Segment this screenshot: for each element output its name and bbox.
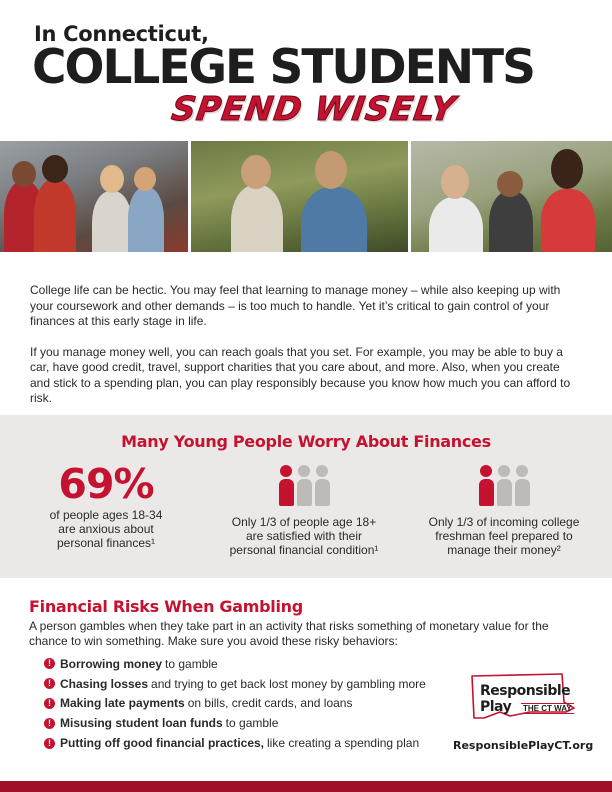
students-walking-photo xyxy=(0,141,188,252)
page-kicker: In Connecticut, xyxy=(34,22,209,46)
stats-heading: Many Young People Worry About Finances xyxy=(121,432,491,451)
exclamation-icon: ! xyxy=(44,658,55,669)
logo-tagline: THE CT WAY xyxy=(523,704,572,713)
person-icon xyxy=(279,465,294,509)
person-icon xyxy=(479,465,494,509)
exclamation-icon: ! xyxy=(44,738,55,749)
intro-text xyxy=(30,283,578,407)
stat-percentage: 69% xyxy=(58,460,154,508)
page-subtitle: SPEND WISELY xyxy=(169,89,459,128)
students-talking-photo xyxy=(191,141,408,252)
stat-anxious xyxy=(36,460,176,550)
page-title: COLLEGE STUDENTS xyxy=(32,40,534,95)
exclamation-icon: ! xyxy=(44,698,55,709)
person-icon xyxy=(297,465,312,509)
stat-prepared xyxy=(420,465,588,557)
list-item: ! Borrowing money to gamble xyxy=(44,654,426,674)
person-icon xyxy=(315,465,330,509)
photo-strip xyxy=(0,141,612,252)
students-laughing-photo xyxy=(411,141,612,252)
responsible-play-logo xyxy=(470,672,580,720)
logo-text: Responsible xyxy=(480,683,571,699)
people-icon-group xyxy=(214,465,394,509)
website-link[interactable]: ResponsiblePlayCT.org xyxy=(453,739,594,752)
exclamation-icon: ! xyxy=(44,678,55,689)
intro-paragraph: College life can be hectic. You may feel that learning to manage money – while also keeping up with your coursework and other demands – is too much to handle. Yet it’s critical to gain control of your finances at this early stage in life. xyxy=(30,283,561,328)
list-item: ! Misusing student loan funds to gamble xyxy=(44,713,426,733)
person-icon xyxy=(497,465,512,509)
list-item: ! Chasing losses and trying to get back lost money by gambling more xyxy=(44,674,426,694)
stat-caption: of people ages 18-34 are anxious about personal finances¹ xyxy=(49,508,163,550)
list-item: ! Making late payments on bills, credit cards, and loans xyxy=(44,694,426,714)
header xyxy=(0,0,612,140)
risks-intro: A person gambles when they take part in an activity that risks something of monetary value for the chance to win something. Make sure you avoid these risky behaviors: xyxy=(29,619,549,648)
intro-paragraph: If you manage money well, you can reach goals that you set. For example, you may be able to buy a car, have good credit, travel, support charities that you care about, and more. Also, when you create and stick to a spending plan, you can play responsibly because you know how much you can afford to risk. xyxy=(30,344,571,405)
stats-panel xyxy=(0,415,612,578)
exclamation-icon: ! xyxy=(44,718,55,729)
footer-bar xyxy=(0,781,612,792)
risks-heading: Financial Risks When Gambling xyxy=(29,597,303,616)
people-icon-group xyxy=(420,465,588,509)
risks-list xyxy=(44,654,426,753)
stat-satisfied xyxy=(214,465,394,557)
stat-caption: Only 1/3 of incoming college freshman feel prepared to manage their money² xyxy=(428,515,580,557)
list-item: ! Putting off good financial practices, like creating a spending plan xyxy=(44,733,426,753)
person-icon xyxy=(515,465,530,509)
logo-text: Play xyxy=(480,699,512,715)
stat-caption: Only 1/3 of people age 18+ are satisfied with their personal financial condition¹ xyxy=(229,515,379,557)
